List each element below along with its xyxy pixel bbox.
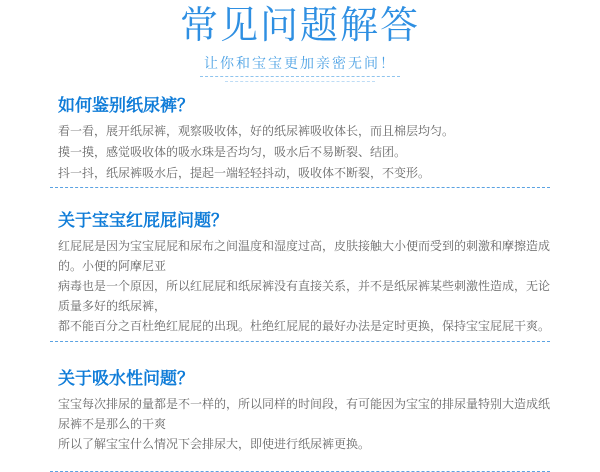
section-separator [50, 187, 550, 188]
section-body [58, 394, 550, 454]
faq-section-absorbency [50, 369, 550, 472]
page-subtitle: 让你和宝宝更加亲密无间！ [204, 55, 396, 71]
subtitle-underline-1 [200, 76, 400, 77]
section-separator [50, 341, 550, 342]
section-heading: 关于吸水性问题？ [58, 369, 194, 388]
paragraph-line: 红屁屁是因为宝宝屁屁和尿布之间温度和湿度过高，皮肤接触大小便而受到的刺激和摩擦造成的。小便的阿摩尼亚 [58, 239, 551, 273]
paragraph-line: 看一看，展开纸尿裤，观察吸收体，好的纸尿裤吸收体长，而且棉层均匀。 [58, 124, 455, 138]
faq-section-identify-diapers [50, 96, 550, 188]
subtitle-underline-2 [225, 81, 375, 82]
page-title: 常见问题解答 [179, 5, 420, 47]
section-heading: 如何鉴别纸尿裤？ [58, 96, 194, 115]
paragraph-line: 抖一抖，纸尿裤吸水后，提起一端轻轻抖动，吸收体不断裂，不变形。 [58, 166, 431, 180]
section-body [58, 236, 550, 336]
paragraph-line: 摸一摸，感觉吸收体的吸水珠是否均匀，吸水后不易断裂、结团。 [58, 145, 407, 159]
page-header [0, 0, 600, 82]
section-body [58, 121, 550, 184]
paragraph-line: 都不能百分之百杜绝红屁屁的出现。杜绝红屁屁的最好办法是定时更换，保持宝宝屁屁干爽。 [58, 319, 551, 333]
paragraph-line: 宝宝每次排尿的量都是不一样的，所以同样的时间段，有可能因为宝宝的排尿量特别大造成纸尿裤不是那么的干爽 [58, 397, 551, 431]
paragraph-line: 所以了解宝宝什么情况下会排尿大，即使进行纸尿裤更换。 [58, 437, 371, 451]
paragraph-line: 病毒也是一个原因，所以红屁屁和纸尿裤没有直接关系，并不是纸尿裤某些刺激性造成，无论质量多好的纸尿裤， [58, 279, 551, 313]
section-heading: 关于宝宝红屁屁问题？ [58, 211, 228, 230]
faq-section-red-bottom [50, 211, 550, 342]
